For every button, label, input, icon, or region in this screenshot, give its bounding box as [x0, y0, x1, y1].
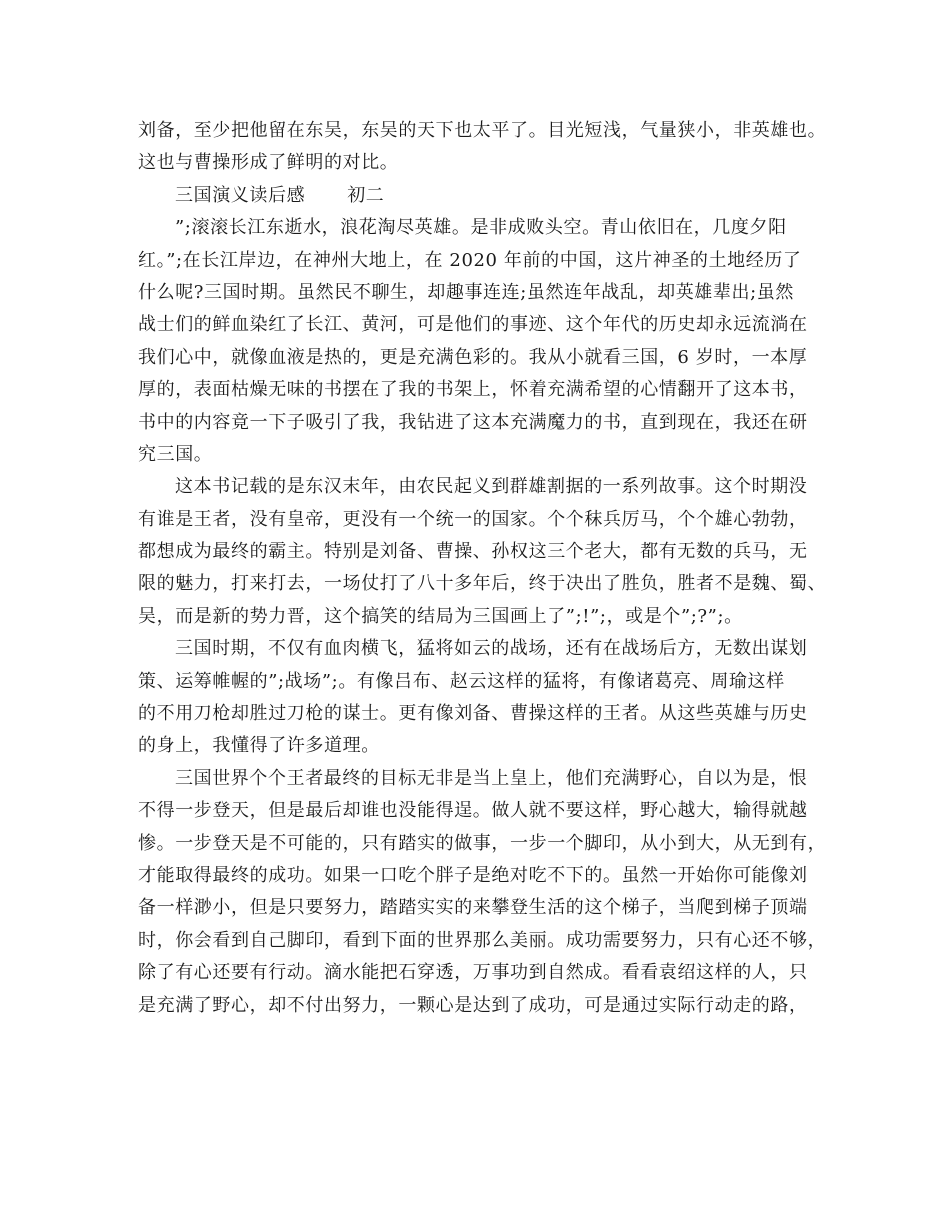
text-line: 都想成为最终的霸主。特别是刘备、曹操、孙权这三个老大，都有无数的兵马，无 [138, 541, 808, 563]
text-line: 这本书记载的是东汉末年，由农民起义到群雄割据的一系列故事。这个时期没 [175, 476, 808, 498]
text-line: 战士们的鲜血染红了长江、黄河，可是他们的事迹、这个年代的历史却永远流淌在 [138, 314, 808, 336]
text-line: 究三国。 [138, 443, 213, 465]
document-body [138, 115, 828, 1022]
text-line: 除了有心还要有行动。滴水能把石穿透，万事功到自然成。看看袁绍这样的人，只 [138, 962, 808, 984]
text-line: 我们心中，就像血液是热的，更是充满色彩的。我从小就看三国，6 岁时，一本厚 [138, 346, 808, 368]
text-line: 吴，而是新的势力晋，这个搞笑的结局为三国画上了”;!”;，或是个”;?”;。 [138, 605, 743, 627]
essay-title: 三国演义读后感 [175, 184, 306, 206]
text-line: 这也与曹操形成了鲜明的对比。 [138, 152, 399, 174]
text-line: 书中的内容竟一下子吸引了我，我钻进了这本充满魔力的书，直到现在，我还在研 [138, 411, 808, 433]
essay-grade: 初二 [347, 184, 385, 206]
text-line: 是充满了野心，却不付出努力，一颗心是达到了成功，可是通过实际行动走的路， [138, 994, 808, 1016]
text-line: 的身上，我懂得了许多道理。 [138, 735, 380, 757]
text-line: 时，你会看到自己脚印，看到下面的世界那么美丽。成功需要努力，只有心还不够， [138, 929, 827, 951]
text-line: 刘备，至少把他留在东吴，东吴的天下也太平了。目光短浅，气量狭小，非英雄也。 [138, 120, 827, 141]
text-line: 红。”;在长江岸边，在神州大地上，在 2020 年前的中国，这片神圣的土地经历了 [138, 249, 802, 271]
essay-title-line [138, 180, 828, 212]
text-line: 才能取得最终的成功。如果一口吃个胖子是绝对吃不下的。虽然一开始你可能像刘 [138, 864, 808, 886]
text-line: 厚的，表面枯燥无味的书摆在了我的书架上，怀着充满希望的心情翻开了这本书， [138, 379, 808, 401]
text-line: 不得一步登天，但是最后却谁也没能得逞。做人就不要这样，野心越大，输得就越 [138, 800, 808, 822]
text-line: ”;滚滚长江东逝水，浪花淘尽英雄。是非成败头空。青山依旧在，几度夕阳 [175, 217, 787, 239]
text-line: 惨。一步登天是不可能的，只有踏实的做事，一步一个脚印，从小到大，从无到有， [138, 832, 827, 854]
text-line: 策、运筹帷幄的”;战场”;。有像吕布、赵云这样的猛将，有像诸葛亮、周瑜这样 [138, 670, 785, 692]
text-line: 备一样渺小，但是只要努力，踏踏实实的来攀登生活的这个梯子，当爬到梯子顶端 [138, 897, 808, 919]
text-line: 什么呢?三国时期。虽然民不聊生，却趣事连连;虽然连年战乱，却英雄辈出;虽然 [138, 281, 794, 303]
text-line: 有谁是王者，没有皇帝，更没有一个统一的国家。个个秣兵厉马，个个雄心勃勃， [138, 508, 808, 530]
text-line: 的不用刀枪却胜过刀枪的谋士。更有像刘备、曹操这样的王者。从这些英雄与历史 [138, 703, 808, 725]
text-line: 三国时期，不仅有血肉横飞，猛将如云的战场，还有在战场后方，无数出谋划 [175, 638, 808, 660]
text-line: 三国世界个个王者最终的目标无非是当上皇上，他们充满野心，自以为是，恨 [175, 767, 808, 789]
text-line: 限的魅力，打来打去，一场仗打了八十多年后，终于决出了胜负，胜者不是魏、蜀、 [138, 573, 827, 595]
